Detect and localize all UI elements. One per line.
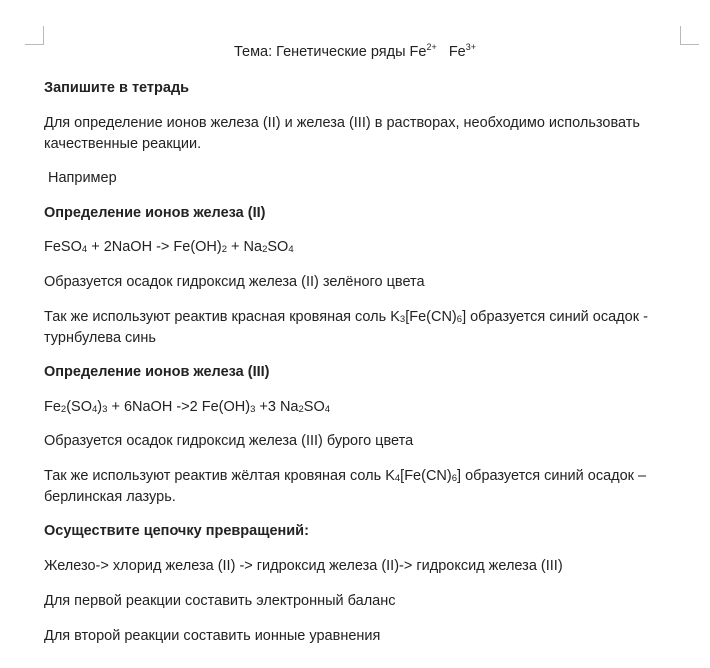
transformation-chain: Железо-> хлорид железа (II) -> гидроксид железа (II)-> гидроксид железа (III) — [44, 558, 563, 574]
heading-fe2-detection: Определение ионов железа (II) — [44, 205, 266, 221]
page-corner-mark-left — [25, 26, 44, 45]
equation-fe2: FeSO$_4$ + 2NaOH -> $Fe(OH)_2 + Na_2SO_4$ — [44, 239, 294, 255]
precipitate-fe2-sentence: Образуется осадок гидроксид железа (II) зелёного цвета — [44, 274, 425, 290]
heading-fe3-detection: Определение ионов железа (III) — [44, 364, 270, 380]
page-corner-mark-right — [680, 26, 699, 45]
heading-write-in-notebook: Запишите в тетрадь — [44, 80, 190, 96]
heading-transformation-chain: Осуществите цепочку превращений: — [44, 523, 309, 539]
precipitate-fe3-sentence: Образуется осадок гидроксид железа (III) бурого цвета — [44, 433, 414, 449]
reagent-fe2-sentence: Так же используют реактив красная кровяная соль $K_3[Fe(CN)_6]$ образуется синий осадок - турнбулева синь — [44, 309, 648, 346]
equation-fe3: $Fe_2(SO_4)_3$ + 6NaOH ->2 $Fe(OH)_3 +3$ $Na_2SO_4$ — [44, 399, 331, 415]
task-ionic-equations: Для второй реакции составить ионные уравнения — [44, 628, 381, 644]
intro-paragraph: Для определение ионов железа (II) и железа (III) в растворах, необходимо использовать качественные реакции. — [44, 115, 640, 152]
page-title: Тема: Генетические ряды $Fe^{2+}$ $Fe^{3+}$ — [233, 42, 476, 60]
reagent-fe3-sentence: Так же используют реактив жёлтая кровяная соль $K_4[Fe(CN)_6]$ образуется синий осадок –берлинская лазурь. — [44, 468, 647, 505]
task-electron-balance: Для первой реакции составить электронный баланс — [44, 593, 396, 609]
example-label: Например — [48, 170, 117, 186]
